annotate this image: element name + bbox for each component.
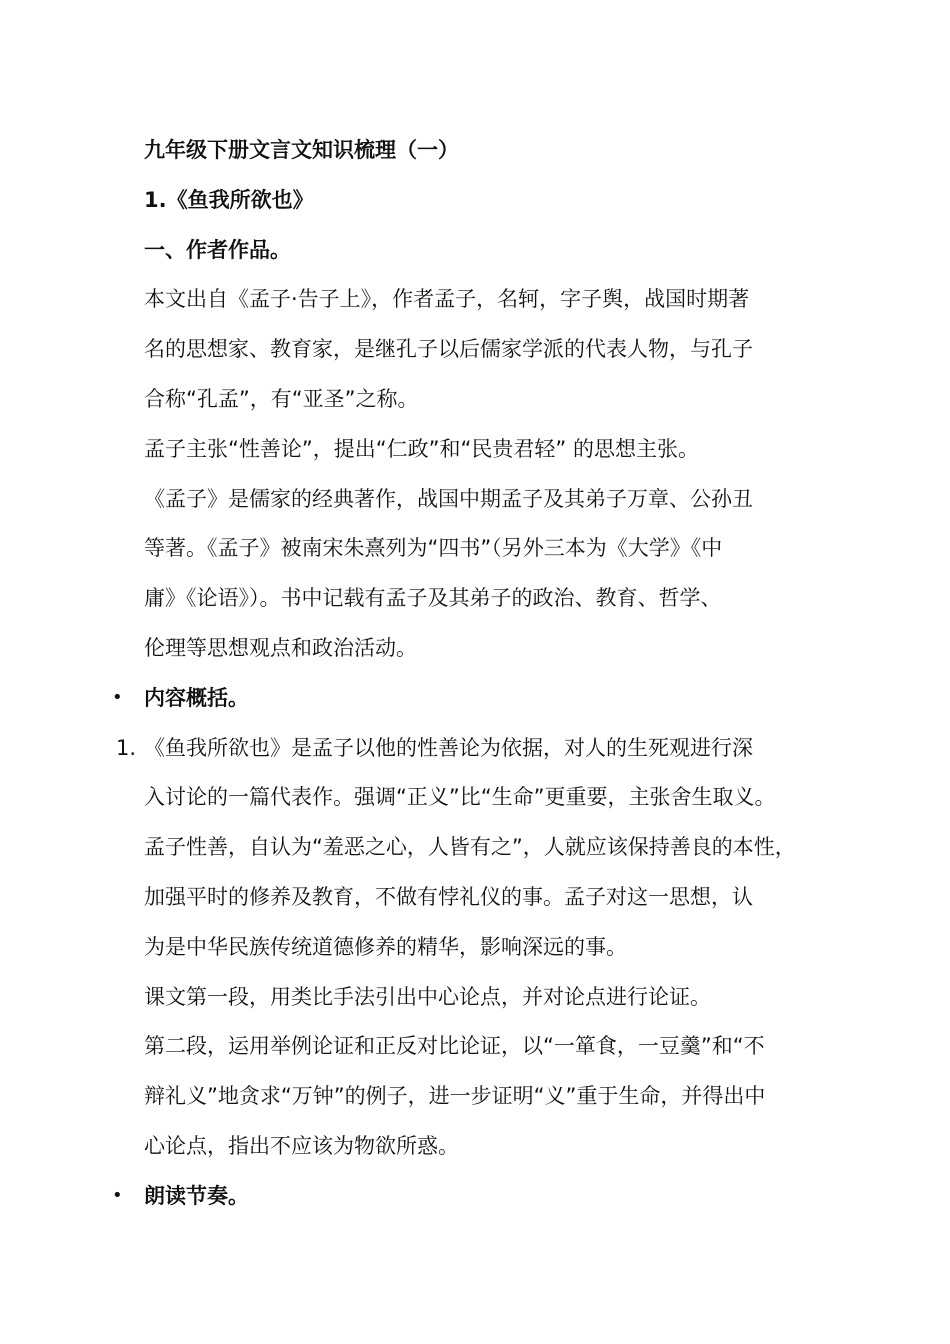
paragraph-line: 课文第一段，用类比手法引出中心论点，并对论点进行论证。 <box>144 985 711 1009</box>
paragraph-line: 入讨论的一篇代表作。强调“正义”比“生命”更重要，主张舍生取义。 <box>144 785 776 809</box>
paragraph-line: 加强平时的修养及教育，不做有悖礼仪的事。孟子对这一思想，认 <box>144 885 753 909</box>
list-number: 1. <box>116 736 137 760</box>
bullet-icon: • <box>112 1185 123 1206</box>
paragraph-line: 名的思想家、教育家，是继孔子以后儒家学派的代表人物，与孔子 <box>144 337 753 361</box>
lesson-title: 1.《鱼我所欲也》 <box>144 188 314 212</box>
section-heading-author-works: 一、作者作品。 <box>144 238 291 262</box>
bullet-icon: • <box>112 687 123 708</box>
paragraph-line: 孟子主张“性善论”，提出“仁政”和“民贵君轻” 的思想主张。 <box>144 437 699 461</box>
document-title: 九年级下册文言文知识梳理（一） <box>144 138 459 162</box>
paragraph-line: 第二段，运用举例论证和正反对比论证，以“一箪食，一豆羹”和“不 <box>144 1034 765 1058</box>
section-heading-reading-rhythm: 朗读节奏。 <box>144 1184 249 1208</box>
paragraph-line: 《孟子》是儒家的经典著作，战国中期孟子及其弟子万章、公孙丑 <box>144 487 753 511</box>
paragraph-line: 等著。《孟子》被南宋朱熹列为“四书”（另外三本为《大学》《中 <box>144 536 723 560</box>
paragraph-line: 孟子性善，自认为“羞恶之心，人皆有之”，人就应该保持善良的本性， <box>144 835 796 859</box>
paragraph-line: 本文出自《孟子·告子上》，作者孟子，名轲，字子舆，战国时期著 <box>144 287 750 311</box>
paragraph-line: 为是中华民族传统道德修养的精华，影响深远的事。 <box>144 935 627 959</box>
paragraph-line: 心论点，指出不应该为物欲所惑。 <box>144 1134 459 1158</box>
paragraph-line: 辩礼义”地贪求“万钟”的例子，进一步证明“义”重于生命，并得出中 <box>144 1084 766 1108</box>
paragraph-line: 《鱼我所欲也》是孟子以他的性善论为依据，对人的生死观进行深 <box>144 736 753 760</box>
paragraph-line: 合称“孔孟”，有“亚圣”之称。 <box>144 387 419 411</box>
section-heading-summary: 内容概括。 <box>144 686 249 710</box>
paragraph-line: 庸》《论语》）。书中记载有孟子及其弟子的政治、教育、哲学、 <box>144 586 722 610</box>
paragraph-line: 伦理等思想观点和政治活动。 <box>144 636 417 660</box>
